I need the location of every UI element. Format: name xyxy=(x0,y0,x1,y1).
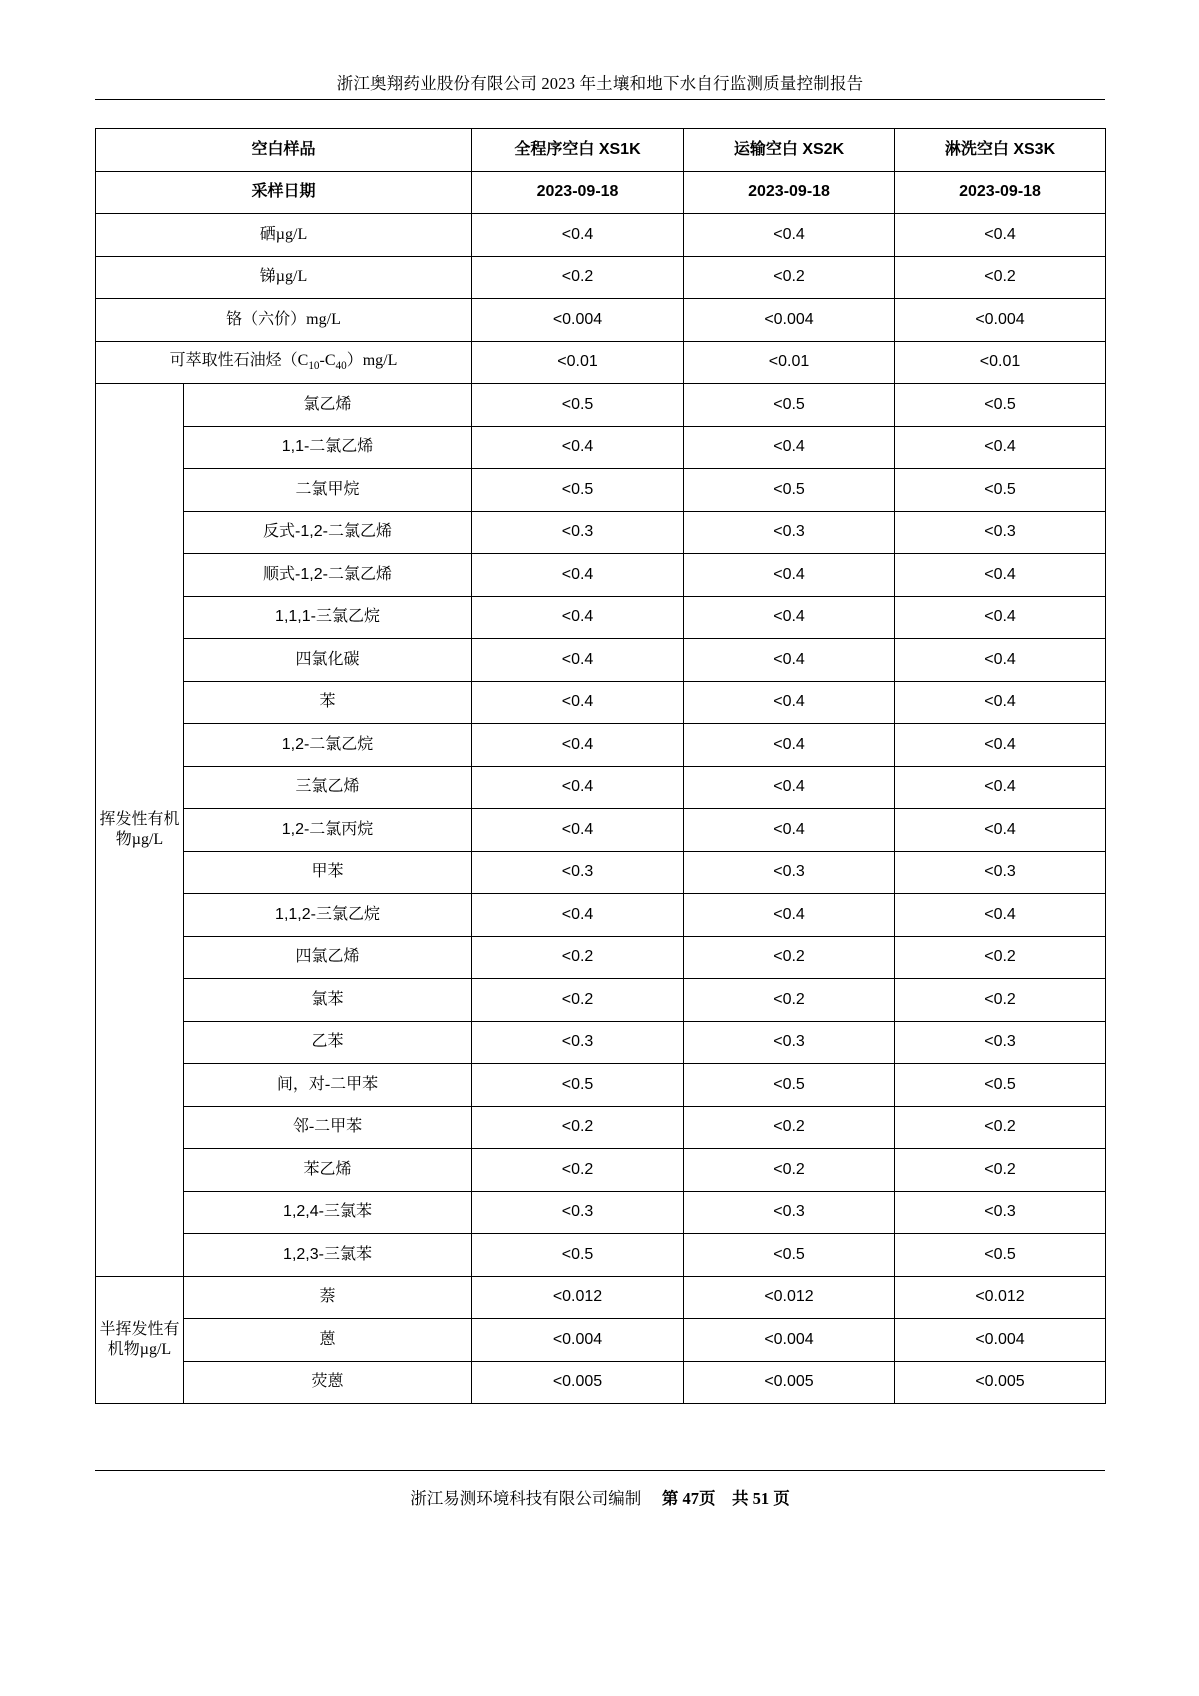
cell-value: <0.4 xyxy=(895,681,1106,724)
table-header-row xyxy=(96,129,1106,172)
table-row xyxy=(96,256,1106,299)
table-row xyxy=(96,426,1106,469)
table-body xyxy=(96,129,1106,1404)
row-label: 1,2,3-三氯苯 xyxy=(184,1234,472,1277)
table-row xyxy=(96,1234,1106,1277)
cell-value: <0.4 xyxy=(895,554,1106,597)
cell-value: <0.3 xyxy=(684,1191,895,1234)
row-label: 蒽 xyxy=(184,1319,472,1362)
footer-total-pages: 共 51 页 xyxy=(732,1489,790,1508)
table-row xyxy=(96,1191,1106,1234)
cell-value: <0.4 xyxy=(895,596,1106,639)
cell-value: <0.005 xyxy=(472,1361,684,1404)
cell-value: <0.5 xyxy=(895,1064,1106,1107)
cell-value: <0.2 xyxy=(684,979,895,1022)
footer-divider xyxy=(95,1470,1105,1471)
group-label-svoc: 半挥发性有机物µg/L xyxy=(96,1276,184,1404)
cell-value: <0.4 xyxy=(472,214,684,257)
cell-value: <0.4 xyxy=(895,214,1106,257)
cell-value: <0.3 xyxy=(684,851,895,894)
cell-value: <0.4 xyxy=(684,426,895,469)
cell-value: <0.4 xyxy=(895,809,1106,852)
cell-value: <0.4 xyxy=(895,894,1106,937)
row-label: 1,1,1-三氯乙烷 xyxy=(184,596,472,639)
cell-value: <0.4 xyxy=(472,639,684,682)
footer-company: 浙江易测环境科技有限公司编制 xyxy=(410,1489,642,1508)
cell-value: <0.01 xyxy=(684,341,895,384)
cell-value: <0.004 xyxy=(684,1319,895,1362)
cell-value: <0.4 xyxy=(684,766,895,809)
cell-value: <0.2 xyxy=(895,936,1106,979)
table-row xyxy=(96,1021,1106,1064)
cell-value: <0.005 xyxy=(895,1361,1106,1404)
cell-value: <0.5 xyxy=(684,469,895,512)
row-label: 苯 xyxy=(184,681,472,724)
cell-value: <0.2 xyxy=(895,979,1106,1022)
row-label: 反式-1,2-二氯乙烯 xyxy=(184,511,472,554)
row-label: 1,1-二氯乙烯 xyxy=(184,426,472,469)
row-label: 1,2,4-三氯苯 xyxy=(184,1191,472,1234)
cell-value: <0.4 xyxy=(684,596,895,639)
cell-value: <0.2 xyxy=(895,1149,1106,1192)
column-header-xs2k: 运输空白 XS2K xyxy=(684,129,895,172)
row-label-petroleum: 可萃取性石油烃$(C_{10}-C_{40})mg/L$ xyxy=(96,341,472,384)
cell-value: <0.004 xyxy=(895,1319,1106,1362)
cell-value: <0.4 xyxy=(895,766,1106,809)
row-label: 1,2-二氯丙烷 xyxy=(184,809,472,852)
row-label-sample-date: 采样日期 xyxy=(96,171,472,214)
cell-value: <0.3 xyxy=(895,511,1106,554)
cell-value: <0.4 xyxy=(472,724,684,767)
table-row xyxy=(96,979,1106,1022)
table-row xyxy=(96,554,1106,597)
cell-value: <0.3 xyxy=(684,1021,895,1064)
cell-sample-date-xs1k: 2023-09-18 xyxy=(472,171,684,214)
cell-value: <0.2 xyxy=(684,256,895,299)
cell-value: <0.3 xyxy=(472,1191,684,1234)
group-label-voc: 挥发性有机物µg/L xyxy=(96,384,184,1277)
table-row xyxy=(96,681,1106,724)
table-row xyxy=(96,299,1106,342)
row-label: 三氯乙烯 xyxy=(184,766,472,809)
row-label: 苯乙烯 xyxy=(184,1149,472,1192)
table-row xyxy=(96,809,1106,852)
cell-value: <0.004 xyxy=(472,1319,684,1362)
cell-value: <0.4 xyxy=(895,639,1106,682)
row-label: 甲苯 xyxy=(184,851,472,894)
row-label: 顺式-1,2-二氯乙烯 xyxy=(184,554,472,597)
page-header: 浙江奥翔药业股份有限公司 2023 年土壤和地下水自行监测质量控制报告 xyxy=(336,74,864,93)
row-label: 铬（六价）mg/L xyxy=(96,299,472,342)
cell-value: <0.005 xyxy=(684,1361,895,1404)
table-row xyxy=(96,214,1106,257)
cell-value: <0.5 xyxy=(472,1234,684,1277)
cell-value: <0.4 xyxy=(895,724,1106,767)
cell-value: <0.004 xyxy=(684,299,895,342)
cell-value: <0.2 xyxy=(472,979,684,1022)
table-row xyxy=(96,1106,1106,1149)
cell-value: <0.4 xyxy=(684,639,895,682)
cell-value: <0.4 xyxy=(684,724,895,767)
cell-value: <0.5 xyxy=(472,469,684,512)
column-header-sample: 空白样品 xyxy=(96,129,472,172)
cell-value: <0.4 xyxy=(684,214,895,257)
table-row xyxy=(96,894,1106,937)
row-label: 萘 xyxy=(184,1276,472,1319)
cell-sample-date-xs3k: 2023-09-18 xyxy=(895,171,1106,214)
cell-value: <0.2 xyxy=(895,1106,1106,1149)
row-label: 乙苯 xyxy=(184,1021,472,1064)
cell-value: <0.4 xyxy=(895,426,1106,469)
cell-value: <0.2 xyxy=(684,1149,895,1192)
cell-value: <0.5 xyxy=(472,384,684,427)
cell-value: <0.3 xyxy=(895,851,1106,894)
row-label: 间，对-二甲苯 xyxy=(184,1064,472,1107)
row-label: 氯乙烯 xyxy=(184,384,472,427)
table-row xyxy=(96,639,1106,682)
cell-value: <0.4 xyxy=(684,809,895,852)
table-row xyxy=(96,766,1106,809)
cell-value: <0.5 xyxy=(895,384,1106,427)
cell-value: <0.4 xyxy=(684,894,895,937)
cell-value: <0.5 xyxy=(472,1064,684,1107)
row-label: 二氯甲烷 xyxy=(184,469,472,512)
cell-value: <0.3 xyxy=(895,1191,1106,1234)
row-label: 四氯乙烯 xyxy=(184,936,472,979)
table-row xyxy=(96,1319,1106,1362)
cell-value: <0.2 xyxy=(472,1106,684,1149)
cell-value: <0.3 xyxy=(472,851,684,894)
row-label: 硒µg/L xyxy=(96,214,472,257)
table-row xyxy=(96,851,1106,894)
cell-value: <0.3 xyxy=(472,1021,684,1064)
table-row xyxy=(96,596,1106,639)
column-header-xs3k: 淋洗空白 XS3K xyxy=(895,129,1106,172)
cell-value: <0.01 xyxy=(472,341,684,384)
table-row xyxy=(96,1064,1106,1107)
cell-value: <0.2 xyxy=(472,936,684,979)
table-row xyxy=(96,936,1106,979)
cell-value: <0.4 xyxy=(472,596,684,639)
cell-value: <0.5 xyxy=(684,384,895,427)
cell-value: <0.004 xyxy=(895,299,1106,342)
cell-value: <0.012 xyxy=(472,1276,684,1319)
cell-value: <0.3 xyxy=(472,511,684,554)
cell-value: <0.2 xyxy=(472,256,684,299)
cell-value: <0.4 xyxy=(472,554,684,597)
table-row xyxy=(96,1361,1106,1404)
blank-sample-results-table xyxy=(95,128,1106,1404)
page-footer xyxy=(95,1485,1105,1509)
cell-value: <0.5 xyxy=(895,469,1106,512)
header-divider xyxy=(95,99,1105,100)
cell-value: <0.4 xyxy=(472,681,684,724)
table-row-sample-date xyxy=(96,171,1106,214)
row-label: 锑µg/L xyxy=(96,256,472,299)
row-label: 荧蒽 xyxy=(184,1361,472,1404)
cell-value: <0.2 xyxy=(684,936,895,979)
row-label: 四氯化碳 xyxy=(184,639,472,682)
row-label: 1,1,2-三氯乙烷 xyxy=(184,894,472,937)
cell-value: <0.3 xyxy=(684,511,895,554)
cell-value: <0.4 xyxy=(472,809,684,852)
cell-value: <0.4 xyxy=(472,426,684,469)
cell-value: <0.2 xyxy=(472,1149,684,1192)
cell-value: <0.012 xyxy=(895,1276,1106,1319)
table-row xyxy=(96,724,1106,767)
row-label: 氯苯 xyxy=(184,979,472,1022)
table-row xyxy=(96,1149,1106,1192)
cell-value: <0.4 xyxy=(684,681,895,724)
table-row xyxy=(96,384,1106,427)
cell-value: <0.012 xyxy=(684,1276,895,1319)
cell-value: <0.4 xyxy=(684,554,895,597)
row-label: 1,2-二氯乙烷 xyxy=(184,724,472,767)
column-header-xs1k: 全程序空白 XS1K xyxy=(472,129,684,172)
table-row xyxy=(96,469,1106,512)
cell-value: <0.3 xyxy=(895,1021,1106,1064)
row-label: 邻-二甲苯 xyxy=(184,1106,472,1149)
cell-sample-date-xs2k: 2023-09-18 xyxy=(684,171,895,214)
cell-value: <0.01 xyxy=(895,341,1106,384)
cell-value: <0.4 xyxy=(472,894,684,937)
cell-value: <0.5 xyxy=(895,1234,1106,1277)
cell-value: <0.2 xyxy=(684,1106,895,1149)
cell-value: <0.2 xyxy=(895,256,1106,299)
table-row xyxy=(96,1276,1106,1319)
cell-value: <0.5 xyxy=(684,1064,895,1107)
table-row xyxy=(96,341,1106,384)
cell-value: <0.004 xyxy=(472,299,684,342)
cell-value: <0.5 xyxy=(684,1234,895,1277)
table-row xyxy=(96,511,1106,554)
cell-value: <0.4 xyxy=(472,766,684,809)
footer-page-number: 第 47页 xyxy=(661,1489,716,1508)
